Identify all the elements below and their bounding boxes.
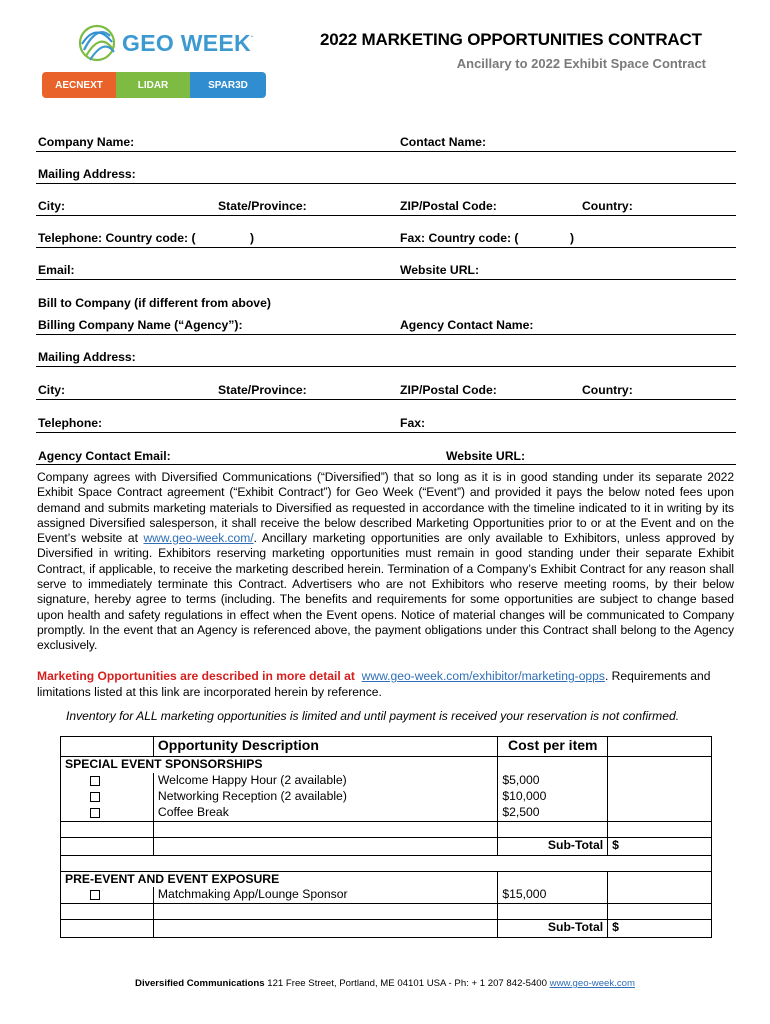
item-name: Welcome Happy Hour (2 available): [153, 773, 497, 789]
logo-area: [42, 22, 272, 102]
checkbox-matchmaking-app[interactable]: [90, 890, 100, 900]
billing-city-field[interactable]: [36, 399, 736, 400]
fax-close-paren: ): [570, 231, 575, 245]
marketing-opps-link[interactable]: www.geo-week.com/exhibitor/marketing-opps: [361, 669, 605, 683]
city-state-field[interactable]: [36, 215, 736, 216]
billing-country-label: Country:: [582, 383, 633, 397]
checkbox-coffee-break[interactable]: [90, 808, 100, 818]
item-name: Coffee Break: [153, 805, 497, 822]
inventory-note: Inventory for ALL marketing opportunities is limited and until payment is received your reservation is not confirmed.: [66, 709, 680, 723]
item-name: Networking Reception (2 available): [153, 789, 497, 805]
billing-state-label: State/Province:: [218, 383, 307, 397]
billing-telephone-label: Telephone:: [38, 416, 103, 430]
page-title: 2022 MARKETING OPPORTUNITIES CONTRACT: [320, 30, 702, 49]
agency-contact-label: Agency Contact Name:: [400, 318, 534, 332]
company-name-field[interactable]: [36, 151, 736, 152]
agreement-paragraph: Company agrees with Diversified Communications (“Diversified”) that so long as it is in good standing under its separate 2022 Exhibit Space Contract agreement (“Exhibit Contract”) for Geo Week (“Event”) and provided it pays the below noted fees upon demand and submits marketing materials to Diversified as requested in accordance with the timeline indicated to it in writing by its assigned Diversified salesperson, it shall receive the below described Marketing Opportunities prior to or at the Event and on the Event’s website at www.geo-week.com/. Ancillary marketing opportunities are only available to Exhibitors, unless approved by Diversified in writing. Exhibitors reserving marketing opportunities must remain in good standing under their separate Exhibit Contract, if applicable, to receive the marketing described herein. Termination of a Company’s Exhibit Contract for any reason shall serve to immediately terminate this Contract. Advertisers who are not Exhibitors who reserve meeting rooms, by their below signature, hereby agree to terms (including. The benefits and requirements for some opportunities are subject to change based upon health and safety regulations in effect when the Event opens. Notice of material changes will be communicated to Company promptly. In the event that an Agency is referenced above, the payment obligations under this Contract shall belong to the Agency exclusively.: [37, 470, 734, 653]
event-website-link[interactable]: www.geo-week.com/: [143, 531, 254, 546]
item-cost: $5,000: [498, 773, 608, 789]
table-row: [61, 887, 712, 904]
partner-logos: [42, 72, 266, 98]
aecnext-logo: AECNEXT: [42, 72, 116, 98]
fax-label: Fax: Country code: (: [400, 231, 519, 245]
footer-website-link[interactable]: www.geo-week.com: [549, 978, 635, 989]
telephone-close-paren: ): [250, 231, 255, 245]
billing-telephone-field[interactable]: [36, 432, 736, 433]
country-label: Country:: [582, 199, 633, 213]
subtotal-label: Sub-Total: [498, 837, 608, 855]
billing-mailing-label: Mailing Address:: [38, 350, 136, 364]
mailing-address-field[interactable]: [36, 183, 736, 184]
logo-text: GEO WEEK.: [122, 29, 254, 56]
item-cost: $10,000: [498, 789, 608, 805]
item-name: Matchmaking App/Lounge Sponsor: [153, 887, 497, 904]
page-subtitle: Ancillary to 2022 Exhibit Space Contract: [456, 56, 706, 71]
billing-company-field[interactable]: [36, 334, 736, 335]
email-website-field[interactable]: [36, 279, 736, 280]
section-title-sponsorships: SPECIAL EVENT SPONSORSHIPS: [61, 757, 498, 773]
subtotal-label: Sub-Total: [498, 920, 608, 938]
city-label: City:: [38, 199, 66, 213]
table-row: [61, 773, 712, 789]
section-title-exposure: PRE-EVENT AND EVENT EXPOSURE: [61, 871, 498, 887]
spar3d-logo: SPAR3D: [190, 72, 266, 98]
opportunities-table: [60, 736, 712, 938]
table-row: [61, 805, 712, 822]
billing-fax-label: Fax:: [400, 416, 426, 430]
col-header-description: Opportunity Description: [153, 737, 497, 757]
company-name-label: Company Name:: [38, 135, 135, 149]
email-label: Email:: [38, 263, 75, 277]
mailing-address-label: Mailing Address:: [38, 167, 136, 181]
item-cost: $2,500: [498, 805, 608, 822]
billing-city-label: City:: [38, 383, 66, 397]
bill-to-heading: Bill to Company (if different from above): [38, 296, 271, 310]
telephone-label: Telephone: Country code: (: [38, 231, 196, 245]
billing-company-label: Billing Company Name (“Agency”):: [38, 318, 243, 332]
checkbox-networking-reception[interactable]: [90, 792, 100, 802]
geo-week-logo: [76, 22, 253, 64]
telephone-fax-field[interactable]: [36, 247, 736, 248]
agency-email-label: Agency Contact Email:: [38, 449, 171, 463]
item-cost: $15,000: [498, 887, 608, 904]
lidar-logo: LIDAR: [116, 72, 190, 98]
zip-label: ZIP/Postal Code:: [400, 199, 497, 213]
website-label: Website URL:: [400, 263, 479, 277]
state-label: State/Province:: [218, 199, 307, 213]
page-footer: Diversified Communications 121 Free Street, Portland, ME 04101 USA - Ph: + 1 207 842-5400 www.geo-week.com: [135, 978, 635, 989]
agency-email-field[interactable]: [36, 464, 736, 465]
checkbox-welcome-happy-hour[interactable]: [90, 776, 100, 786]
billing-website-label: Website URL:: [446, 449, 525, 463]
subtotal-value-exposure[interactable]: $: [608, 920, 712, 938]
globe-icon: [76, 22, 118, 64]
table-row: [61, 789, 712, 805]
billing-zip-label: ZIP/Postal Code:: [400, 383, 497, 397]
subtotal-value-sponsorships[interactable]: $: [608, 837, 712, 855]
contact-name-label: Contact Name:: [400, 135, 487, 149]
billing-mailing-field[interactable]: [36, 366, 736, 367]
marketing-note: Marketing Opportunities are described in more detail at www.geo-week.com/exhibitor/marketing-opps. Requirements and limitations listed at this link are incorporated herein by reference.: [37, 669, 711, 699]
col-header-cost: Cost per item: [498, 737, 608, 757]
